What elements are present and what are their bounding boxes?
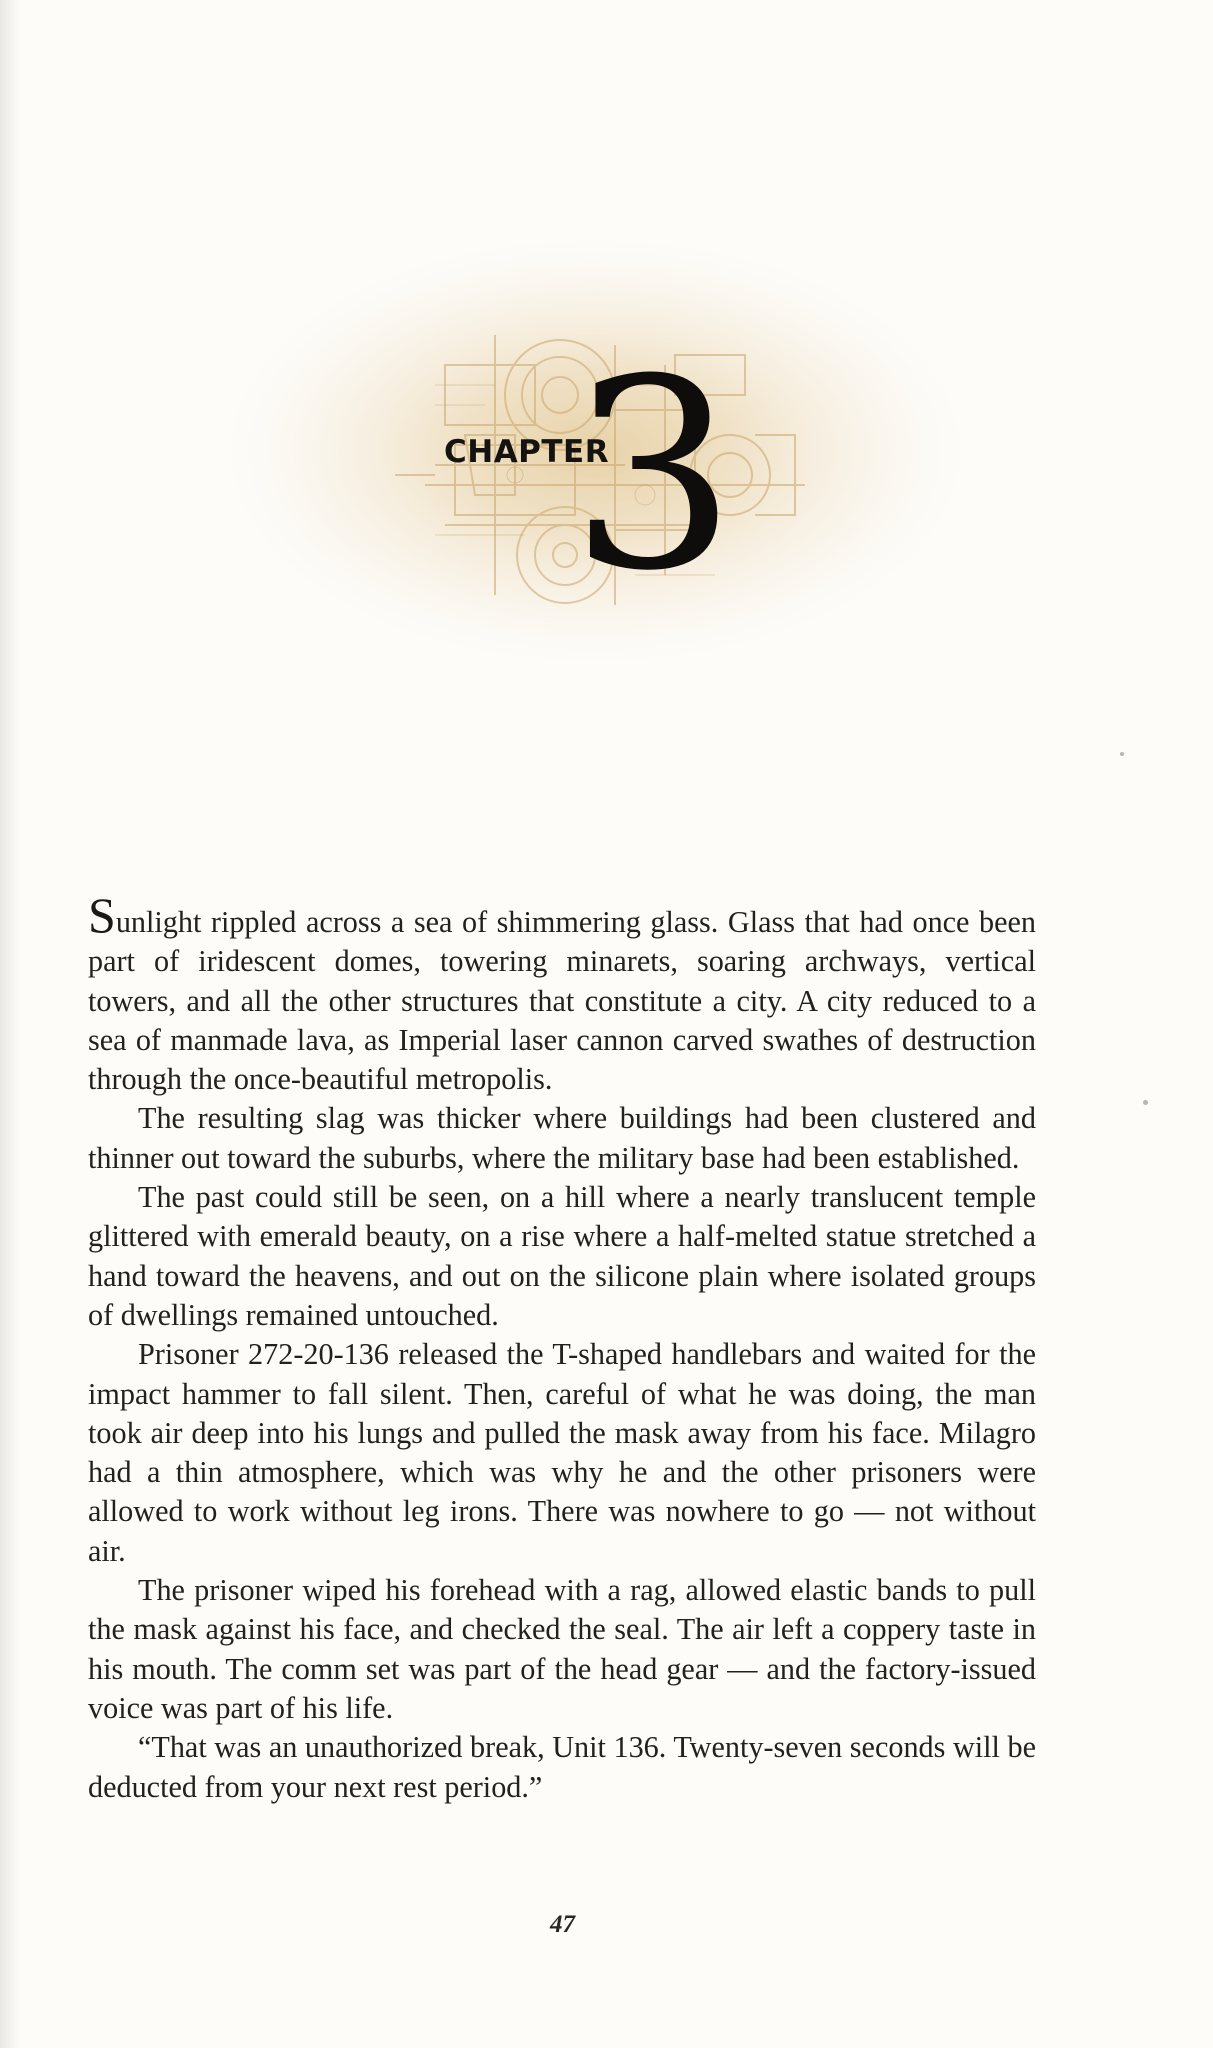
chapter-label: CHAPTER	[444, 434, 610, 470]
paragraph: The prisoner wiped his forehead with a rag, allowed elastic bands to pull the mask against his face, and checked the seal. The air left a coppery taste in his mouth. The comm set was part of the head gear — and the factory-issued voice was part of his life.	[88, 1573, 1036, 1725]
chapter-number: 3	[570, 323, 737, 628]
page-gutter-shadow	[0, 0, 22, 2048]
paper-speck	[1120, 752, 1124, 756]
paragraph	[88, 887, 1036, 1099]
paragraph: The past could still be seen, on a hill where a nearly translucent temple glittered with emerald beauty, on a rise where a half-melted statue stretched a hand toward the heavens, and out on the silicone plain where isolated groups of dwellings remained untouched.	[88, 1180, 1036, 1332]
paper-speck	[1143, 1100, 1148, 1105]
paragraph: The resulting slag was thicker where buildings had been clustered and thinner out toward the suburbs, where the military base had been established.	[88, 1101, 1036, 1175]
paragraph: “That was an unauthorized break, Unit 136. Twenty-seven seconds will be deducted from your next rest period.”	[88, 1730, 1036, 1804]
chapter-body	[88, 887, 1036, 1807]
paragraph: Prisoner 272-20-136 released the T-shaped handlebars and waited for the impact hammer to fall silent. Then, careful of what he was doing, the man took air deep into his lungs and pulled the mask away from his face. Milagro had a thin atmosphere, which was why he and the other prisoners were allowed to work without leg irons. There was nowhere to go — not without air.	[88, 1337, 1036, 1568]
page-number: 47	[550, 1911, 575, 1938]
drop-cap: S	[88, 887, 116, 943]
paragraph-text: unlight rippled across a sea of shimmering glass. Glass that had once been part of iridescent domes, towering minarets, soaring archways, vertical towers, and all the other structures that constitute a city. A city reduced to a sea of manmade lava, as Imperial laser cannon carved swathes of destruction through the once-beautiful metropolis.	[88, 905, 1036, 1097]
